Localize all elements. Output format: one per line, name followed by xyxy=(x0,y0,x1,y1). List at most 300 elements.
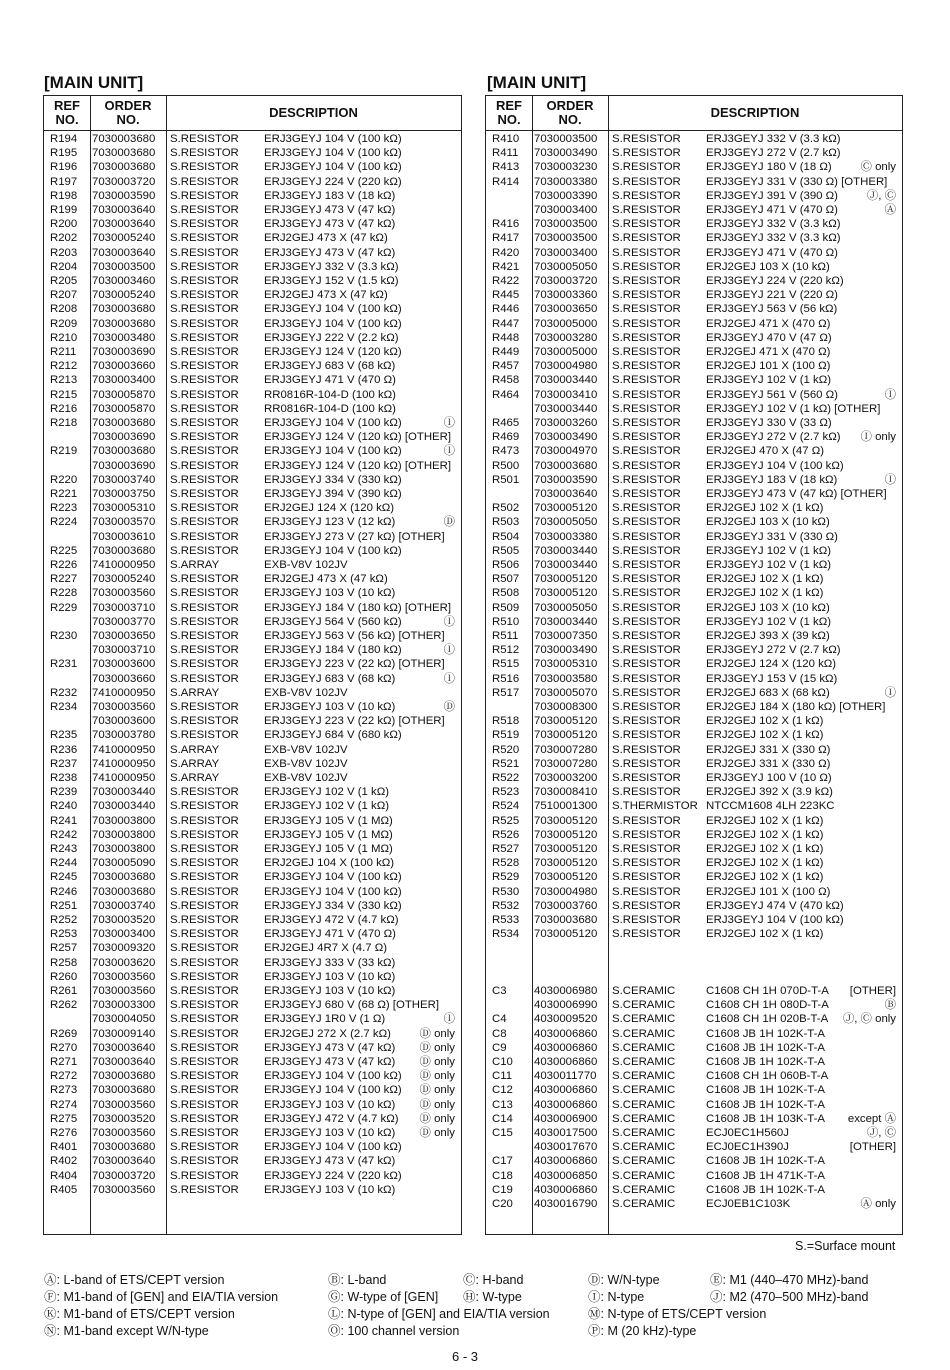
part-type-cell: S.CERAMIC xyxy=(612,1056,676,1068)
legend-a: Ⓐ: L-band of ETS/CEPT version xyxy=(44,1273,225,1287)
table-row xyxy=(486,231,902,245)
part-type-cell: S.RESISTOR xyxy=(612,260,681,273)
part-type-cell: S.RESISTOR xyxy=(170,786,239,799)
description-cell: ERJ3GEYJ 472 V (4.7 kΩ) xyxy=(264,914,399,926)
description-cell: C1608 JB 1H 102K-T-A xyxy=(706,1098,826,1111)
part-type-cell: S.RESISTOR xyxy=(170,161,239,174)
table-row xyxy=(486,700,902,714)
description-cell: ERJ3GEYJ 104 V (100 kΩ) xyxy=(264,1084,402,1097)
part-type-cell: S.CERAMIC xyxy=(612,1070,676,1083)
part-type-cell: S.RESISTOR xyxy=(612,914,681,926)
part-type-cell: S.RESISTOR xyxy=(612,786,681,799)
version-note-cell: [OTHER] xyxy=(849,1141,896,1154)
order-no-cell: 7030003770 xyxy=(92,615,156,628)
part-type-cell: S.RESISTOR xyxy=(612,303,681,316)
part-type-cell: S.RESISTOR xyxy=(612,161,681,174)
table-row xyxy=(44,615,461,629)
part-type-cell: S.RESISTOR xyxy=(612,374,681,387)
description-cell: EXB-V8V 102JV xyxy=(264,757,348,770)
table-row xyxy=(486,601,902,615)
part-type-cell: S.RESISTOR xyxy=(170,928,239,941)
ref-cell: R473 xyxy=(492,445,520,458)
right-unit-title: [MAIN UNIT] xyxy=(487,73,587,92)
part-type-cell: S.RESISTOR xyxy=(612,317,681,330)
table-row xyxy=(44,757,461,771)
description-cell: ERJ3GEYJ 103 V (10 kΩ) xyxy=(264,1183,396,1196)
ref-cell: R410 xyxy=(492,133,520,145)
table-row xyxy=(44,416,461,430)
table-row xyxy=(486,160,902,174)
ref-cell: R246 xyxy=(50,885,78,898)
ref-cell: C12 xyxy=(492,1084,513,1097)
part-type-cell: S.RESISTOR xyxy=(170,587,239,600)
description-cell: ERJ3GEYJ 272 V (2.7 kΩ) xyxy=(706,431,841,444)
table-row xyxy=(44,842,461,856)
table-row xyxy=(44,686,461,700)
description-cell: ERJ3GEYJ 104 V (100 kΩ) xyxy=(264,871,402,884)
part-type-cell: S.RESISTOR xyxy=(170,914,239,926)
part-type-cell: S.CERAMIC xyxy=(612,1041,676,1054)
ref-cell: R274 xyxy=(50,1098,78,1111)
ref-cell: R204 xyxy=(50,260,78,273)
order-no-cell: 7030003440 xyxy=(534,615,598,628)
description-cell: ERJ2GEJ 102 X (1 kΩ) xyxy=(706,814,824,827)
table-row xyxy=(486,288,902,302)
table-row xyxy=(486,530,902,544)
description-cell: ERJ3GEYJ 680 V (68 Ω) [OTHER] xyxy=(264,999,439,1012)
table-row xyxy=(44,473,461,487)
part-type-cell: S.RESISTOR xyxy=(612,601,681,614)
order-no-cell: 7030003690 xyxy=(92,431,156,444)
ref-cell: C3 xyxy=(492,985,507,997)
part-type-cell: S.RESISTOR xyxy=(612,871,681,884)
part-type-cell: S.RESISTOR xyxy=(612,516,681,529)
table-row xyxy=(486,203,902,217)
order-no-cell: 7030003680 xyxy=(92,445,156,458)
table-row xyxy=(486,317,902,331)
table-row xyxy=(486,984,902,998)
version-note-cell: Ⓓ only xyxy=(419,1056,455,1068)
legend-c: Ⓒ: H-band xyxy=(463,1273,524,1287)
part-type-cell: S.RESISTOR xyxy=(170,885,239,898)
version-note-cell: Ⓘ xyxy=(884,686,896,699)
part-type-cell: S.THERMISTOR xyxy=(612,800,698,813)
description-cell: ERJ3GEYJ 124 V (120 kΩ) [OTHER] xyxy=(264,431,452,444)
table-row xyxy=(44,302,461,316)
part-type-cell: S.RESISTOR xyxy=(170,956,239,969)
table-row xyxy=(486,359,902,373)
part-type-cell: S.RESISTOR xyxy=(170,445,239,458)
legend-e: Ⓔ: M1 (440–470 MHz)-band xyxy=(710,1273,869,1287)
ref-cell: R532 xyxy=(492,899,520,912)
description-cell: ERJ3GEYJ 330 V (33 Ω) xyxy=(706,417,832,429)
part-type-cell: S.RESISTOR xyxy=(170,985,239,997)
part-type-cell: S.RESISTOR xyxy=(612,473,681,486)
part-type-cell: S.RESISTOR xyxy=(612,175,681,188)
table-row xyxy=(44,459,461,473)
description-cell: ERJ3GEYJ 472 V (4.7 kΩ) xyxy=(264,1112,399,1125)
ref-cell: R271 xyxy=(50,1056,78,1068)
part-type-cell: S.RESISTOR xyxy=(170,303,239,316)
ref-cell: R225 xyxy=(50,544,78,557)
ref-cell: R509 xyxy=(492,601,520,614)
part-type-cell: S.RESISTOR xyxy=(170,814,239,827)
ref-cell: R275 xyxy=(50,1112,78,1125)
part-type-cell: S.RESISTOR xyxy=(170,601,239,614)
ref-cell: R234 xyxy=(50,701,78,713)
table-row xyxy=(486,402,902,416)
ref-cell: R229 xyxy=(50,601,78,614)
ref-cell: R253 xyxy=(50,928,78,941)
version-note-cell: Ⓓ only xyxy=(419,1084,455,1097)
order-no-cell: 7030003640 xyxy=(92,1056,156,1068)
part-type-cell: S.RESISTOR xyxy=(612,417,681,429)
version-note-cell: Ⓓ only xyxy=(419,1098,455,1111)
table-row xyxy=(486,388,902,402)
part-type-cell: S.RESISTOR xyxy=(170,857,239,870)
part-type-cell: S.RESISTOR xyxy=(612,757,681,770)
order-no-cell: 7030007280 xyxy=(534,757,598,770)
ref-cell: R519 xyxy=(492,729,520,742)
order-no-cell: 7410000950 xyxy=(92,743,156,756)
table-row xyxy=(44,175,461,189)
description-cell: ERJ3GEYJ 153 V (15 kΩ) xyxy=(706,672,838,685)
order-no-cell: 7030005310 xyxy=(534,658,598,671)
part-type-cell: S.RESISTOR xyxy=(170,942,239,955)
order-no-cell: 7030003740 xyxy=(92,899,156,912)
order-no-cell: 7030003720 xyxy=(534,275,598,287)
description-cell: RR0816R-104-D (100 kΩ) xyxy=(264,402,396,415)
order-no-cell: 4030006850 xyxy=(534,1169,598,1182)
ref-cell: R220 xyxy=(50,473,78,486)
description-cell: ERJ2GEJ 102 X (1 kΩ) xyxy=(706,587,824,600)
order-no-cell: 7030003680 xyxy=(92,885,156,898)
part-type-cell: S.RESISTOR xyxy=(170,1141,239,1154)
ref-cell: R219 xyxy=(50,445,78,458)
table-row xyxy=(486,672,902,686)
ref-cell: R235 xyxy=(50,729,78,742)
part-type-cell: S.ARRAY xyxy=(170,559,220,571)
part-type-cell: S.RESISTOR xyxy=(612,843,681,855)
table-row xyxy=(486,970,902,984)
order-no-cell: 4030017670 xyxy=(534,1141,598,1154)
table-row xyxy=(486,373,902,387)
description-cell: ERJ3GEYJ 683 V (68 kΩ) xyxy=(264,360,396,373)
part-type-cell: S.RESISTOR xyxy=(170,800,239,813)
table-row xyxy=(486,1098,902,1112)
ref-cell: R273 xyxy=(50,1084,78,1097)
version-note-cell: except Ⓐ xyxy=(847,1112,896,1125)
order-no-cell: 7030007280 xyxy=(534,743,598,756)
part-type-cell: S.RESISTOR xyxy=(612,459,681,472)
table-row xyxy=(486,885,902,899)
table-row xyxy=(44,246,461,260)
order-no-cell: 7030003400 xyxy=(92,928,156,941)
part-type-cell: S.RESISTOR xyxy=(170,615,239,628)
table-row xyxy=(486,927,902,941)
description-cell: ERJ2GEJ 4R7 X (4.7 Ω) xyxy=(264,942,388,955)
order-no-cell: 4030006860 xyxy=(534,1155,598,1168)
order-no-cell: 7030005120 xyxy=(534,843,598,855)
order-no-cell: 7030004970 xyxy=(534,445,598,458)
order-no-cell: 4030006860 xyxy=(534,1098,598,1111)
part-type-cell: S.RESISTOR xyxy=(170,729,239,742)
part-type-cell: S.RESISTOR xyxy=(170,530,239,543)
part-type-cell: S.CERAMIC xyxy=(612,1112,676,1125)
part-type-cell: S.RESISTOR xyxy=(612,743,681,756)
table-row xyxy=(486,1197,902,1211)
ref-cell: R208 xyxy=(50,303,78,316)
description-cell: ERJ3GEYJ 470 V (47 Ω) xyxy=(706,331,832,344)
table-row xyxy=(44,870,461,884)
description-cell: ERJ3GEYJ 473 V (47 kΩ) xyxy=(264,1155,396,1168)
table-row xyxy=(486,274,902,288)
ref-no-header: REF NO. xyxy=(54,98,80,127)
order-no-cell: 7030003490 xyxy=(534,644,598,657)
table-row xyxy=(44,317,461,331)
ref-cell: R512 xyxy=(492,644,520,657)
table-row xyxy=(44,998,461,1012)
part-type-cell: S.RESISTOR xyxy=(612,147,681,160)
legend-m: Ⓜ: N-type of ETS/CEPT version xyxy=(588,1307,767,1321)
ref-cell: C15 xyxy=(492,1127,513,1139)
ref-cell: R449 xyxy=(492,346,520,358)
ref-cell: R207 xyxy=(50,289,78,302)
description-cell: ERJ3GEYJ 104 V (100 kΩ) xyxy=(264,133,402,145)
ref-cell: R529 xyxy=(492,871,520,884)
order-no-cell: 7030008410 xyxy=(534,786,598,799)
table-row xyxy=(44,1126,461,1140)
description-cell: C1608 CH 1H 060B-T-A xyxy=(706,1070,829,1083)
order-no-cell: 7030005120 xyxy=(534,587,598,600)
description-cell: ERJ3GEYJ 103 V (10 kΩ) xyxy=(264,587,396,600)
part-type-cell: S.RESISTOR xyxy=(612,615,681,628)
ref-cell: R420 xyxy=(492,246,520,259)
description-cell: ERJ2GEJ 124 X (120 kΩ) xyxy=(264,502,395,515)
table-row xyxy=(44,544,461,558)
order-no-cell: 7030003500 xyxy=(92,260,156,273)
right-parts-table xyxy=(485,95,903,1235)
order-no-cell: 7030003680 xyxy=(92,1084,156,1097)
part-type-cell: S.RESISTOR xyxy=(612,715,681,728)
order-no-cell: 7030004980 xyxy=(534,360,598,373)
table-row xyxy=(486,799,902,813)
part-type-cell: S.RESISTOR xyxy=(170,544,239,557)
order-no-cell: 7030005240 xyxy=(92,573,156,586)
order-no-cell: 7030003560 xyxy=(92,1127,156,1139)
description-cell: ERJ2GEJ 473 X (47 kΩ) xyxy=(264,232,388,245)
description-cell: ERJ3GEYJ 123 V (12 kΩ) xyxy=(264,516,396,529)
ref-cell: R221 xyxy=(50,488,78,500)
part-type-cell: S.RESISTOR xyxy=(612,204,681,216)
version-note-cell: Ⓘ only xyxy=(860,431,896,444)
ref-cell: R500 xyxy=(492,459,520,472)
order-no-cell: 7030003640 xyxy=(92,246,156,259)
description-cell: ERJ3GEYJ 103 V (10 kΩ) xyxy=(264,1127,396,1139)
description-cell: ERJ3GEYJ 180 V (18 Ω) xyxy=(706,161,832,174)
table-row xyxy=(486,146,902,160)
table-row xyxy=(486,1183,902,1197)
version-note-cell: Ⓓ xyxy=(443,701,455,713)
description-cell: ERJ3GEYJ 473 V (47 kΩ) xyxy=(264,204,396,216)
table-row xyxy=(44,743,461,757)
description-cell: ERJ2GEJ 101 X (100 Ω) xyxy=(706,885,831,898)
part-type-cell: S.RESISTOR xyxy=(612,899,681,912)
table-row xyxy=(44,1083,461,1097)
ref-cell: R260 xyxy=(50,970,78,983)
order-no-cell: 7030003680 xyxy=(92,417,156,429)
description-cell: ERJ3GEYJ 334 V (330 kΩ) xyxy=(264,899,402,912)
order-no-cell: 7030005050 xyxy=(534,260,598,273)
order-no-cell: 7030003400 xyxy=(92,374,156,387)
description-cell: ERJ3GEYJ 224 V (220 kΩ) xyxy=(264,1169,402,1182)
part-type-cell: S.RESISTOR xyxy=(170,672,239,685)
description-cell: ERJ3GEYJ 103 V (10 kΩ) xyxy=(264,970,396,983)
ref-cell: R404 xyxy=(50,1169,78,1182)
ref-cell: C9 xyxy=(492,1041,507,1054)
table-row xyxy=(44,501,461,515)
table-row xyxy=(486,302,902,316)
table-row xyxy=(44,515,461,529)
ref-cell: R244 xyxy=(50,857,78,870)
order-no-cell: 4030006900 xyxy=(534,1112,598,1125)
ref-cell: R239 xyxy=(50,786,78,799)
table-row xyxy=(44,984,461,998)
part-type-cell: S.RESISTOR xyxy=(612,388,681,401)
table-row xyxy=(44,388,461,402)
part-type-cell: S.CERAMIC xyxy=(612,1141,676,1154)
order-no-cell: 4030016790 xyxy=(534,1198,598,1210)
part-type-cell: S.RESISTOR xyxy=(170,502,239,515)
description-cell: ERJ2GEJ 331 X (330 Ω) xyxy=(706,757,831,770)
description-cell: ERJ3GEYJ 102 V (1 kΩ) xyxy=(706,559,831,571)
part-type-cell: S.RESISTOR xyxy=(170,431,239,444)
legend-n: Ⓝ: M1-band except W/N-type xyxy=(44,1324,209,1338)
table-row xyxy=(486,217,902,231)
ref-cell: R528 xyxy=(492,857,520,870)
part-type-cell: S.RESISTOR xyxy=(170,1183,239,1196)
version-note-cell: Ⓐ xyxy=(884,204,896,216)
part-type-cell: S.RESISTOR xyxy=(612,573,681,586)
ref-cell: R534 xyxy=(492,928,520,941)
ref-cell: R224 xyxy=(50,516,78,529)
description-cell: EXB-V8V 102JV xyxy=(264,743,348,756)
order-no-cell: 7030003410 xyxy=(534,388,598,401)
version-note-cell: Ⓓ only xyxy=(419,1070,455,1083)
part-type-cell: S.ARRAY xyxy=(170,772,220,784)
part-type-cell: S.CERAMIC xyxy=(612,1084,676,1097)
ref-cell: R518 xyxy=(492,715,520,728)
ref-cell: R272 xyxy=(50,1070,78,1083)
description-cell: ERJ2GEJ 103 X (10 kΩ) xyxy=(706,601,830,614)
ref-cell: R527 xyxy=(492,843,520,855)
description-cell: ERJ3GEYJ 184 V (180 kΩ) xyxy=(264,644,402,657)
table-row xyxy=(44,217,461,231)
table-row xyxy=(44,160,461,174)
description-cell: NTCCM1608 4LH 223KC xyxy=(706,800,835,813)
order-no-cell: 7030005310 xyxy=(92,502,156,515)
table-row xyxy=(486,345,902,359)
description-cell: ERJ2GEJ 331 X (330 Ω) xyxy=(706,743,831,756)
part-type-cell: S.RESISTOR xyxy=(170,644,239,657)
description-cell: ERJ3GEYJ 124 V (120 kΩ) [OTHER] xyxy=(264,459,452,472)
ref-cell: R507 xyxy=(492,573,520,586)
table-row xyxy=(486,416,902,430)
description-cell: ERJ3GEYJ 103 V (10 kΩ) xyxy=(264,1098,396,1111)
description-cell: C1608 JB 1H 102K-T-A xyxy=(706,1027,826,1040)
description-cell: ERJ3GEYJ 471 V (470 Ω) xyxy=(264,374,396,387)
ref-cell: R445 xyxy=(492,289,520,302)
version-note-cell: Ⓓ only xyxy=(419,1112,455,1125)
description-header: DESCRIPTION xyxy=(269,105,358,120)
order-no-cell: 7030003680 xyxy=(92,147,156,160)
order-no-cell: 7030003500 xyxy=(534,133,598,145)
table-row xyxy=(44,899,461,913)
legend-i: Ⓘ: N-type xyxy=(588,1290,645,1304)
description-cell: ERJ3GEYJ 104 V (100 kΩ) xyxy=(264,885,402,898)
version-note-cell: Ⓘ xyxy=(884,388,896,401)
table-row xyxy=(44,345,461,359)
table-row xyxy=(44,1098,461,1112)
order-no-cell: 7030003560 xyxy=(92,1098,156,1111)
part-type-cell: S.RESISTOR xyxy=(612,828,681,841)
version-note-cell: Ⓘ xyxy=(443,417,455,429)
description-cell: ERJ3GEYJ 103 V (10 kΩ) xyxy=(264,701,396,713)
table-row xyxy=(44,1041,461,1055)
order-no-cell: 7030003610 xyxy=(92,530,156,543)
table-row xyxy=(486,728,902,742)
ref-cell: R262 xyxy=(50,999,78,1012)
ref-cell: R197 xyxy=(50,175,78,188)
table-row xyxy=(486,714,902,728)
order-no-cell: 7030003440 xyxy=(534,559,598,571)
ref-cell: R198 xyxy=(50,189,78,202)
order-no-cell: 7030003680 xyxy=(534,459,598,472)
part-type-cell: S.RESISTOR xyxy=(170,970,239,983)
order-no-cell: 7030003440 xyxy=(92,786,156,799)
ref-cell: R232 xyxy=(50,686,78,699)
description-cell: ERJ3GEYJ 332 V (3.3 kΩ) xyxy=(706,218,841,231)
ref-cell: R520 xyxy=(492,743,520,756)
description-cell: ERJ3GEYJ 221 V (220 Ω) xyxy=(706,289,838,302)
ref-cell: R464 xyxy=(492,388,520,401)
ref-cell: R422 xyxy=(492,275,520,287)
version-note-cell: Ⓑ xyxy=(884,999,896,1012)
ref-cell: C18 xyxy=(492,1169,513,1182)
part-type-cell: S.RESISTOR xyxy=(612,672,681,685)
order-no-cell: 7030003650 xyxy=(92,630,156,642)
description-cell: ERJ3GEYJ 473 V (47 kΩ) xyxy=(264,1041,396,1054)
order-no-cell: 7410000950 xyxy=(92,686,156,699)
part-type-cell: S.CERAMIC xyxy=(612,1098,676,1111)
ref-no-header: REF NO. xyxy=(496,98,522,127)
ref-cell: R212 xyxy=(50,360,78,373)
part-type-cell: S.CERAMIC xyxy=(612,1013,676,1026)
part-type-cell: S.RESISTOR xyxy=(612,431,681,444)
table-row xyxy=(486,586,902,600)
order-no-cell: 7030003490 xyxy=(534,431,598,444)
part-type-cell: S.RESISTOR xyxy=(170,488,239,500)
part-type-cell: S.CERAMIC xyxy=(612,999,676,1012)
description-cell: C1608 CH 1H 020B-T-A xyxy=(706,1013,829,1026)
version-note-cell: Ⓓ only xyxy=(419,1041,455,1054)
table-row xyxy=(44,203,461,217)
part-type-cell: S.RESISTOR xyxy=(612,445,681,458)
order-no-cell: 7030003800 xyxy=(92,814,156,827)
order-no-cell: 7030003380 xyxy=(534,175,598,188)
order-no-cell: 7030005240 xyxy=(92,232,156,245)
description-cell: ERJ3GEYJ 332 V (3.3 kΩ) xyxy=(264,260,399,273)
